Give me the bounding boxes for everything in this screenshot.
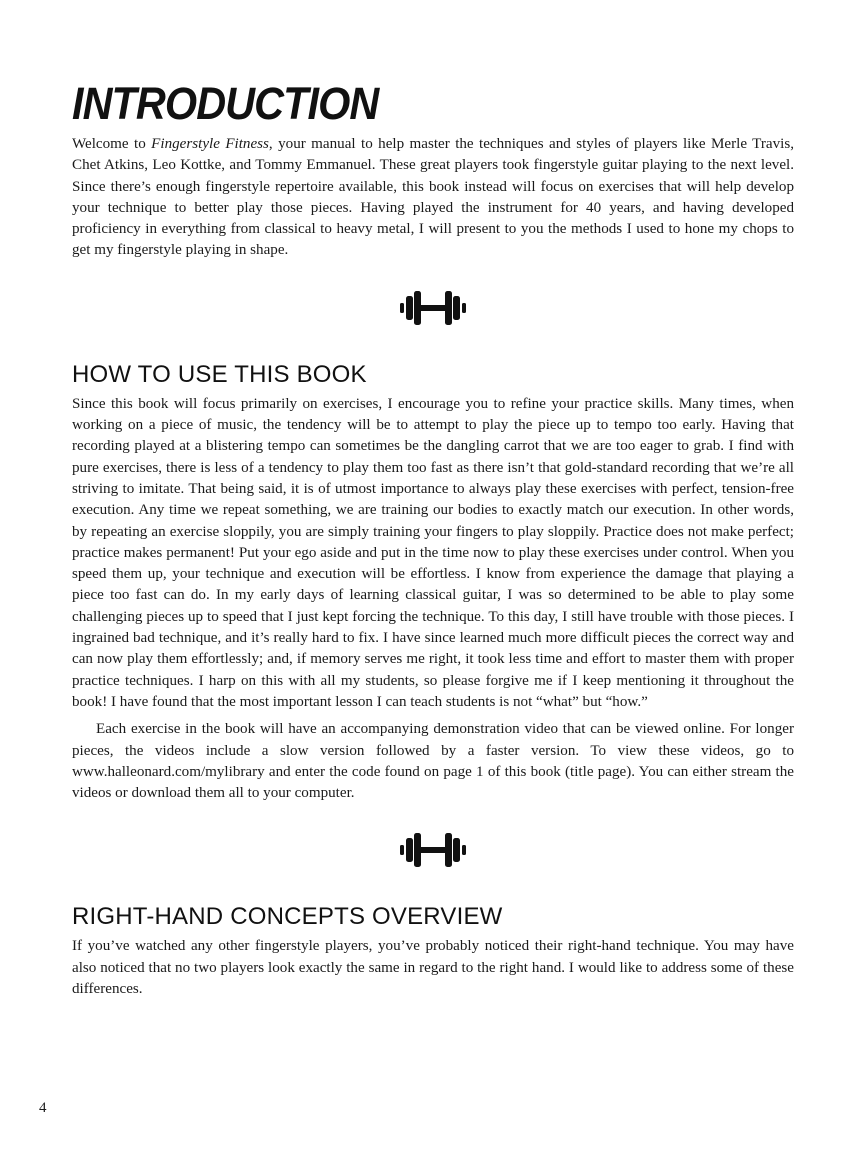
intro-text-after: , your manual to help master the techniques and styles of players like Merle Travis, Chet Atkins, Leo Kottke, and Tommy Emmanuel. These great players took fingerstyle guitar playing to the next level. Since there’s enough fingerstyle repertoire available, this book instead will focus on exercises that will help develop your technique to better play those pieces. Having played the instrument for 40 years, and having developed proficiency in everything from classical to heavy metal, I will present to you the methods I used to hone my chops to get my fingerstyle playing in shape.: [72, 136, 794, 259]
how-to-paragraph-2: Each exercise in the book will have an accompanying demonstration video that can be viewed online. For longer pieces, the videos include a slow version followed by a faster version. To view these videos, go to www.halleonard.com/mylibrary and enter the code found on page 1 of this book (title page). You can either stream the videos or download them all to your computer.: [72, 721, 794, 802]
right-hand-heading: RIGHT-HAND CONCEPTS OVERVIEW: [72, 903, 503, 931]
book-title: Fingerstyle Fitness: [151, 136, 269, 152]
section-divider: [72, 288, 794, 330]
page-number: 4: [39, 1100, 47, 1116]
intro-title: INTRODUCTION: [72, 78, 379, 129]
right-hand-paragraph: If you’ve watched any other fingerstyle players, you’ve probably noticed their right-hand technique. You may have also noticed that no two players look exactly the same in regard to the right hand. I would like to address some of these differences.: [72, 938, 794, 998]
intro-paragraph: [72, 134, 794, 262]
page-content: [72, 78, 794, 1000]
how-to-heading: HOW TO USE THIS BOOK: [72, 360, 367, 388]
how-to-paragraph-1: Since this book will focus primarily on exercises, I encourage you to refine your practice skills. Many times, when working on a piece of music, the tendency will be to attempt to play the piece up to tempo too early. Having that recording played at a blistering tempo can sometimes be the dangling carrot that we are too eager to grab. I find with pure exercises, there is less of a tendency to play them too fast as there isn’t that gold-standard recording that we’re all striving to imitate. That being said, it is of utmost importance to always play these exercises with perfect, tension-free execution. Any time we repeat something, we are training our bodies to exactly match our execution. In other words, by repeating an exercise sloppily, you are simply training your fingers to play sloppily. Practice does not make perfect; practice makes permanent! Put your ego aside and put in the time now to play these exercises under control. When you speed them up, your technique and execution will be effortless. I know from experience the damage that playing a piece too fast can do. In my early days of learning classical guitar, I was so determined to be able to play some challenging pieces up to speed that I just kept forcing the technique. To this day, I still have trouble with those pieces. I ingrained bad technique, and it’s really hard to fix. I have since learned much more difficult pieces the correct way and can now play them effortlessly; and, if memory serves me right, it took less time and effort to master them with proper practice techniques. I harp on this with all my students, so please forgive me if I keep mentioning it throughout the book! I have found that the most important lesson I can teach students is not “what” but “how.”: [72, 395, 794, 710]
section-divider: [72, 830, 794, 872]
dumbbell-icon: [398, 288, 468, 328]
intro-text-before: Welcome to: [72, 136, 152, 152]
dumbbell-icon: [398, 830, 468, 870]
